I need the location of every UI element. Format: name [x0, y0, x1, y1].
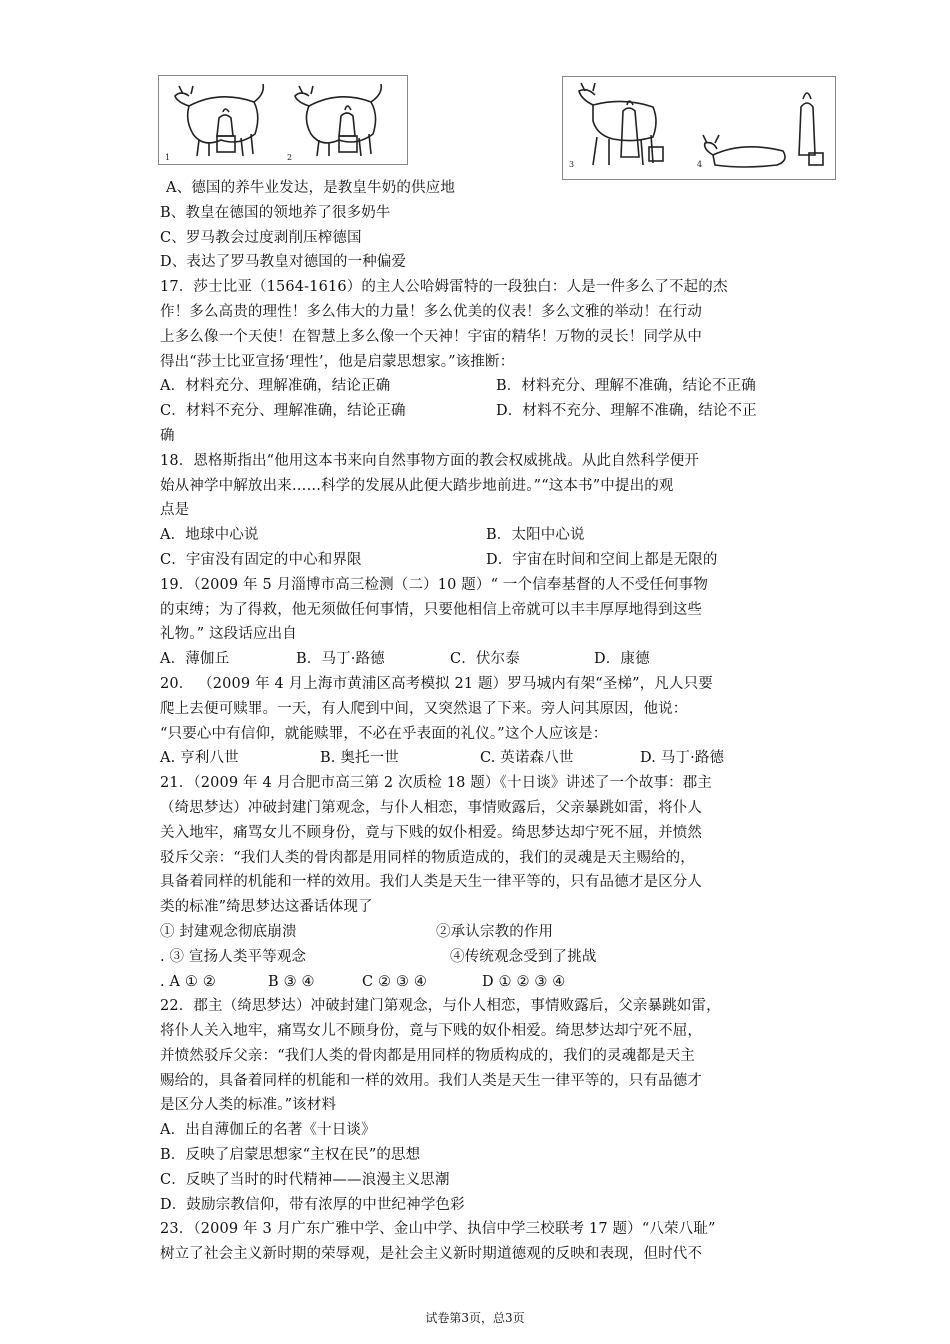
- q17-option-d: D．材料不充分、理解不准确，结论不正: [496, 403, 757, 420]
- q21-stem-line: 21．（2009 年 4 月合肥市高三第 2 次质检 18 题）《十日谈》讲述了一个故事：郡主: [160, 775, 713, 792]
- q16-option-d: D、表达了罗马教皇对德国的一种偏爱: [160, 254, 407, 271]
- q22-option-a: A．出自薄伽丘的名著《十日谈》: [160, 1122, 376, 1139]
- q21-statement-2: ②承认宗教的作用: [436, 923, 554, 940]
- q17-stem-line: 17．莎士比亚（1564-1616）的主人公哈姆雷特的一段独白：人是一件多么了不起的杰: [160, 279, 728, 296]
- q21-statement-4: ④传统观念受到了挑战: [450, 948, 597, 965]
- cartoon-label-1: 1: [165, 153, 171, 162]
- q19-stem-line: 19．（2009 年 5 月淄博市高三检测（二）10 题）“ 一个信奉基督的人不受任何事物: [160, 576, 708, 593]
- q17-options-row-2: [160, 399, 800, 424]
- q19-options-row: [160, 647, 800, 672]
- q23-stem-line: 23．（2009 年 3 月广东广雅中学、金山中学、执信中学三校联考 17 题）“八荣八耻”: [160, 1221, 716, 1238]
- q18-stem-line: 18．恩格斯指出“他用这本书来向自然事物方面的教会权威挑战。从此自然科学便开: [160, 452, 700, 469]
- q19-option-c: C．伏尔泰: [450, 651, 520, 668]
- cartoon-panels-3-4: [562, 76, 836, 180]
- q22-option-d: D．鼓励宗教信仰，带有浓厚的中世纪神学色彩: [160, 1196, 465, 1213]
- q20-option-a: A. 亨利八世: [160, 750, 239, 767]
- q19-stem-line: 礼物。” 这段话应出自: [160, 626, 297, 643]
- q22-option-c: C．反映了当时的时代精神——浪漫主义思潮: [160, 1171, 450, 1188]
- q17-option-d-continued: 确: [160, 427, 175, 444]
- q17-stem-line: 上多么像一个天使！在智慧上多么像一个天神！宇宙的精华！万物的灵长！同学从中: [160, 328, 703, 345]
- page-footer: 试卷第3页，总3页: [425, 1311, 525, 1325]
- q18-stem-line: 点是: [160, 502, 190, 519]
- q20-option-d: D. 马丁·路德: [640, 750, 725, 767]
- q17-option-b: B．材料充分、理解不准确，结论不正确: [496, 378, 756, 395]
- cow-pope-cartoon-image-right: [563, 77, 835, 179]
- q18-option-c: C．宇宙没有固定的中心和界限: [160, 551, 362, 568]
- q19-stem-line: 的束缚；为了得救，他无须做任何事情，只要他相信上帝就可以丰丰厚厚地得到这些: [160, 601, 703, 618]
- q16-option-c: C、罗马教会过度剥削压榨德国: [160, 229, 362, 246]
- q22-stem-line: 是区分人类的标准。”该材料: [160, 1097, 337, 1114]
- q16-option-b: B、教皇在德国的领地养了很多奶牛: [160, 204, 391, 221]
- q17-options-row-1: [160, 374, 800, 399]
- q21-statements-row-1: [160, 920, 800, 945]
- q17-option-a: A．材料充分、理解准确，结论正确: [160, 378, 391, 395]
- q21-statement-1: ① 封建观念彻底崩溃: [160, 923, 297, 940]
- cow-pope-cartoon-image-left: [159, 76, 407, 164]
- q20-stem-line: 爬上去便可赎罪。一天，有人爬到中间，又突然退了下来。旁人问其原因，他说：: [160, 700, 688, 717]
- q18-options-row-1: [160, 523, 800, 548]
- q20-option-c: C. 英诺森八世: [480, 750, 574, 767]
- q22-stem-line: 将仆人关入地牢，痛骂女儿不顾身份，竟与下贱的奴仆相爱。绮思梦达却宁死不屈，: [160, 1023, 703, 1040]
- q22-stem-line: 22．郡主（绮思梦达）冲破封建门第观念，与仆人相恋，事情败露后，父亲暴跳如雷，: [160, 998, 721, 1015]
- q21-options-row: [160, 970, 800, 995]
- q21-option-c: C ② ③ ④: [362, 973, 427, 990]
- q22-option-b: B．反映了启蒙思想家“主权在民”的思想: [160, 1147, 421, 1164]
- q16-option-a: A、德国的养牛业发达，是教皇牛奶的供应地: [166, 180, 455, 196]
- q21-option-d: D ① ② ③ ④: [482, 973, 566, 990]
- q21-stem-line: 关入地牢，痛骂女儿不顾身份，竟与下贱的奴仆相爱。绮思梦达却宁死不屈，并愤然: [160, 824, 703, 841]
- q18-option-b: B．太阳中心说: [486, 527, 585, 544]
- cartoon-panels-1-2: [158, 75, 408, 165]
- q23-stem-line: 树立了社会主义新时期的荣辱观，是社会主义新时期道德观的反映和表现，但时代不: [160, 1246, 703, 1263]
- q21-stem-line: 具备着同样的机能和一样的效用。我们人类是天生一律平等的，只有品德才是区分人: [160, 874, 703, 891]
- q20-stem-line: “只要心中有信仰，就能赎罪，不必在乎表面的礼仪。”这个人应该是：: [160, 725, 608, 742]
- q21-option-b: B ③ ④: [268, 973, 315, 990]
- q19-option-a: A．薄伽丘: [160, 651, 230, 668]
- q19-option-d: D．康德: [594, 651, 650, 668]
- q21-statements-row-2: [160, 945, 800, 970]
- q17-stem-line: 得出“莎士比亚宣扬‘理性’，他是启蒙思想家。”该推断：: [160, 353, 515, 370]
- q18-option-d: D．宇宙在时间和空间上都是无限的: [486, 551, 718, 568]
- q18-stem-line: 始从神学中解放出来……科学的发展从此便大踏步地前进。”“这本书”中提出的观: [160, 477, 674, 494]
- q22-stem-line: 并愤然驳斥父亲：“我们人类的骨肉都是用同样的物质构成的，我们的灵魂都是天主: [160, 1047, 695, 1064]
- q21-stem-line: 类的标准”绮思梦达这番话体现了: [160, 899, 373, 916]
- cartoon-label-3: 3: [569, 160, 575, 169]
- q20-options-row: [160, 746, 800, 771]
- q18-options-row-2: [160, 548, 800, 573]
- question-content: [160, 176, 800, 1267]
- q22-stem-line: 赐给的，具备着同样的机能和一样的效用。我们人类是天生一律平等的，只有品德才: [160, 1072, 703, 1089]
- cartoon-label-4: 4: [697, 160, 703, 169]
- q17-option-c: C．材料不充分、理解准确，结论正确: [160, 403, 406, 420]
- q21-statement-3: . ③ 宣扬人类平等观念: [160, 948, 307, 965]
- q21-stem-line: 驳斥父亲：“我们人类的骨肉都是用同样的物质造成的，我们的灵魂是天主赐给的，: [160, 849, 695, 866]
- q17-stem-line: 作！多么高贵的理性！多么伟大的力量！多么优美的仪表！多么文雅的举动！在行动: [160, 303, 703, 320]
- q20-stem-line: 20． （2009 年 4 月上海市黄浦区高考模拟 21 题）罗马城内有架“圣梯”，凡人只要: [160, 675, 713, 692]
- cartoon-label-2: 2: [287, 153, 293, 162]
- q21-option-a: . A ① ②: [160, 973, 216, 990]
- q19-option-b: B．马丁·路德: [296, 651, 385, 668]
- q18-option-a: A．地球中心说: [160, 527, 259, 544]
- q20-option-b: B. 奥托一世: [320, 750, 399, 767]
- q21-stem-line: （绮思梦达）冲破封建门第观念，与仆人相恋，事情败露后，父亲暴跳如雷，将仆人: [160, 799, 703, 816]
